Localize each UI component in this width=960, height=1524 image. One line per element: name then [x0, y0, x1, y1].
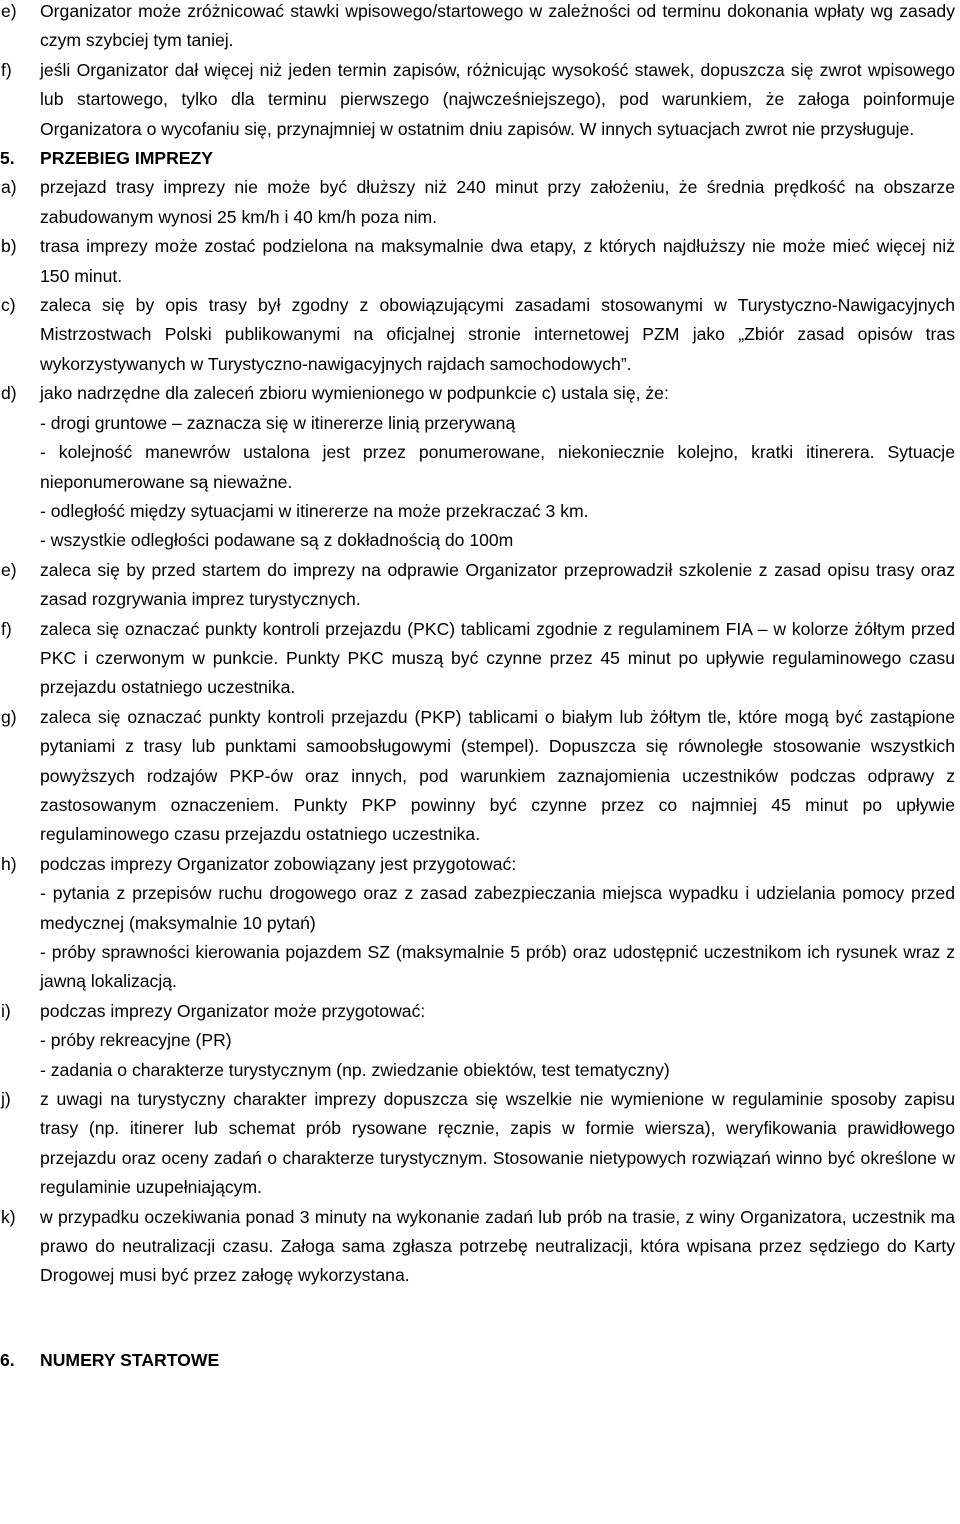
item-line: podczas imprezy Organizator może przygotować:: [40, 1000, 426, 1021]
item-text: [40, 1085, 955, 1203]
item-line: jako nadrzędne dla zaleceń zbioru wymienionego w podpunkcie c) ustala się, że:: [40, 383, 669, 404]
item-label: g): [1, 706, 17, 727]
item-line: - zadania o charakterze turystycznym (np. zwiedzanie obiektów, test tematyczny): [40, 1059, 670, 1080]
list-item: [0, 56, 955, 144]
list-item: [0, 850, 955, 997]
list-item: [0, 291, 955, 379]
item-label: b): [1, 236, 17, 257]
item-label: f): [1, 618, 12, 639]
list-item: [0, 997, 955, 1085]
list-item: [0, 703, 955, 850]
item-text: [40, 291, 955, 379]
section-title: PRZEBIEG IMPREZY: [40, 148, 214, 169]
item-text: [40, 0, 955, 56]
item-line: - kolejność manewrów ustalona jest przez ponumerowane, niekoniecznie kolejno, kratki itinerera. Sytuacje nieponumerowane są nieważne.: [40, 442, 955, 492]
item-text: [40, 173, 955, 232]
item-text: [40, 556, 955, 615]
section-6-heading: [0, 1346, 955, 1375]
item-label: a): [1, 177, 17, 198]
item-label: d): [1, 383, 17, 404]
item-label: c): [1, 295, 16, 316]
item-text: [40, 56, 955, 144]
item-line: zaleca się oznaczać punkty kontroli przejazdu (PKP) tablicami o białym lub żółtym tle, które mogą być zastąpione pytaniami z trasy lub punktami samoobsługowymi (stempel). Dopuszcza się równoległe stosowanie wszystkich powyższych rodzajów PKP-ów oraz innych, pod warunkiem zaznajomienia uczestników podczas odprawy z zastosowanym oznaczeniem. Punkty PKP powinny być czynne przez co najmniej 45 minut po upływie regulaminowego czasu przejazdu ostatniego uczestnika.: [40, 706, 955, 845]
section-title: NUMERY STARTOWE: [40, 1349, 220, 1370]
item-text: [40, 850, 955, 997]
item-label: i): [1, 1000, 11, 1021]
item-label: k): [1, 1206, 16, 1227]
list-item: [0, 0, 955, 56]
section-number: 5.: [0, 148, 15, 169]
list-item: [0, 556, 955, 615]
item-label: j): [1, 1089, 11, 1110]
item-line: przejazd trasy imprezy nie może być dłuższy niż 240 minut przy założeniu, że średnia prędkość na obszarze zabudowanym wynosi 25 km/h i 40 km/h poza nim.: [40, 177, 955, 227]
list-item: [0, 232, 955, 291]
item-text: [40, 379, 955, 555]
list-item: [0, 379, 955, 555]
item-text: [40, 997, 955, 1085]
item-text: [40, 1203, 955, 1291]
top-list: [0, 0, 960, 144]
list-item: [0, 1203, 955, 1291]
section-5-list: [0, 173, 960, 1290]
item-line: zaleca się by opis trasy był zgodny z obowiązującymi zasadami stosowanymi w Turystyczno-Nawigacyjnych Mistrzostwach Polski publikowanymi na oficjalnej stronie internetowej PZM jako „Zbiór zasad opisów tras wykorzystywanych w Turystyczno-nawigacyjnych rajdach samochodowych”.: [40, 295, 955, 374]
item-line: - pytania z przepisów ruchu drogowego oraz z zasad zabezpieczania miejsca wypadku i udzielania pomocy przed medycznej (maksymalnie 10 pytań): [40, 883, 955, 933]
item-line: zaleca się by przed startem do imprezy na odprawie Organizator przeprowadził szkolenie z zasad opisu trasy oraz zasad rozgrywania imprez turystycznych.: [40, 559, 955, 610]
item-line: - próby rekreacyjne (PR): [40, 1030, 232, 1051]
item-line: - próby sprawności kierowania pojazdem SZ (maksymalnie 5 prób) oraz udostępnić uczestnikom ich rysunek wraz z jawną lokalizacją.: [40, 942, 955, 992]
list-item: [0, 615, 955, 703]
item-line: Organizator może zróżnicować stawki wpisowego/startowego w zależności od terminu dokonania wpłaty wg zasady czym szybciej tym taniej.: [40, 1, 955, 51]
item-line: z uwagi na turystyczny charakter imprezy dopuszcza się wszelkie nie wymienione w regulaminie sposoby zapisu trasy (np. itinerer lub schemat prób rysowane ręcznie, zapis w formie wiersza), weryfikowania prawidłowego przejazdu oraz oceny zadań o charakterze turystycznym. Stosowanie nietypowych rozwiązań winno być określone w regulaminie uzupełniającym.: [40, 1089, 955, 1198]
item-line: trasa imprezy może zostać podzielona na maksymalnie dwa etapy, z których najdłuższy nie może mieć więcej niż 150 minut.: [40, 236, 955, 286]
list-item: [0, 1085, 955, 1203]
item-label: e): [1, 1, 17, 21]
item-label: f): [1, 59, 12, 80]
section-number: 6.: [0, 1349, 15, 1370]
item-line: zaleca się oznaczać punkty kontroli przejazdu (PKC) tablicami zgodnie z regulaminem FIA – w kolorze żółtym przed PKC i czerwonym w punkcie. Punkty PKC muszą być czynne przez 45 minut po upływie regulaminowego czasu przejazdu ostatniego uczestnika.: [40, 618, 955, 698]
item-label: h): [1, 853, 17, 874]
item-line: - odległość między sytuacjami w itinererze na może przekraczać 3 km.: [40, 500, 589, 521]
item-line: jeśli Organizator dał więcej niż jeden termin zapisów, różnicując wysokość stawek, dopuszcza się zwrot wpisowego lub startowego, tylko dla terminu pierwszego (najwcześniejszego), pod warunkiem, że załoga poinformuje Organizatora o wycofaniu się, przynajmniej w ostatnim dniu zapisów. W innych sytuacjach zwrot nie przysługuje.: [40, 59, 955, 139]
spacer: [0, 1291, 960, 1346]
item-line: - wszystkie odległości podawane są z dokładnością do 100m: [40, 530, 514, 551]
item-line: - drogi gruntowe – zaznacza się w itinererze linią przerywaną: [40, 412, 516, 433]
item-label: e): [1, 559, 17, 580]
section-5-heading: [0, 144, 955, 173]
list-item: [0, 173, 955, 232]
item-line: w przypadku oczekiwania ponad 3 minuty na wykonanie zadań lub prób na trasie, z winy Organizatora, uczestnik ma prawo do neutralizacji czasu. Załoga sama zgłasza potrzebę neutralizacji, która wpisana przez sędziego do Karty Drogowej musi być przez załogę wykorzystana.: [40, 1206, 955, 1286]
item-text: [40, 703, 955, 850]
item-text: [40, 232, 955, 291]
item-text: [40, 615, 955, 703]
item-line: podczas imprezy Organizator zobowiązany jest przygotować:: [40, 853, 517, 874]
